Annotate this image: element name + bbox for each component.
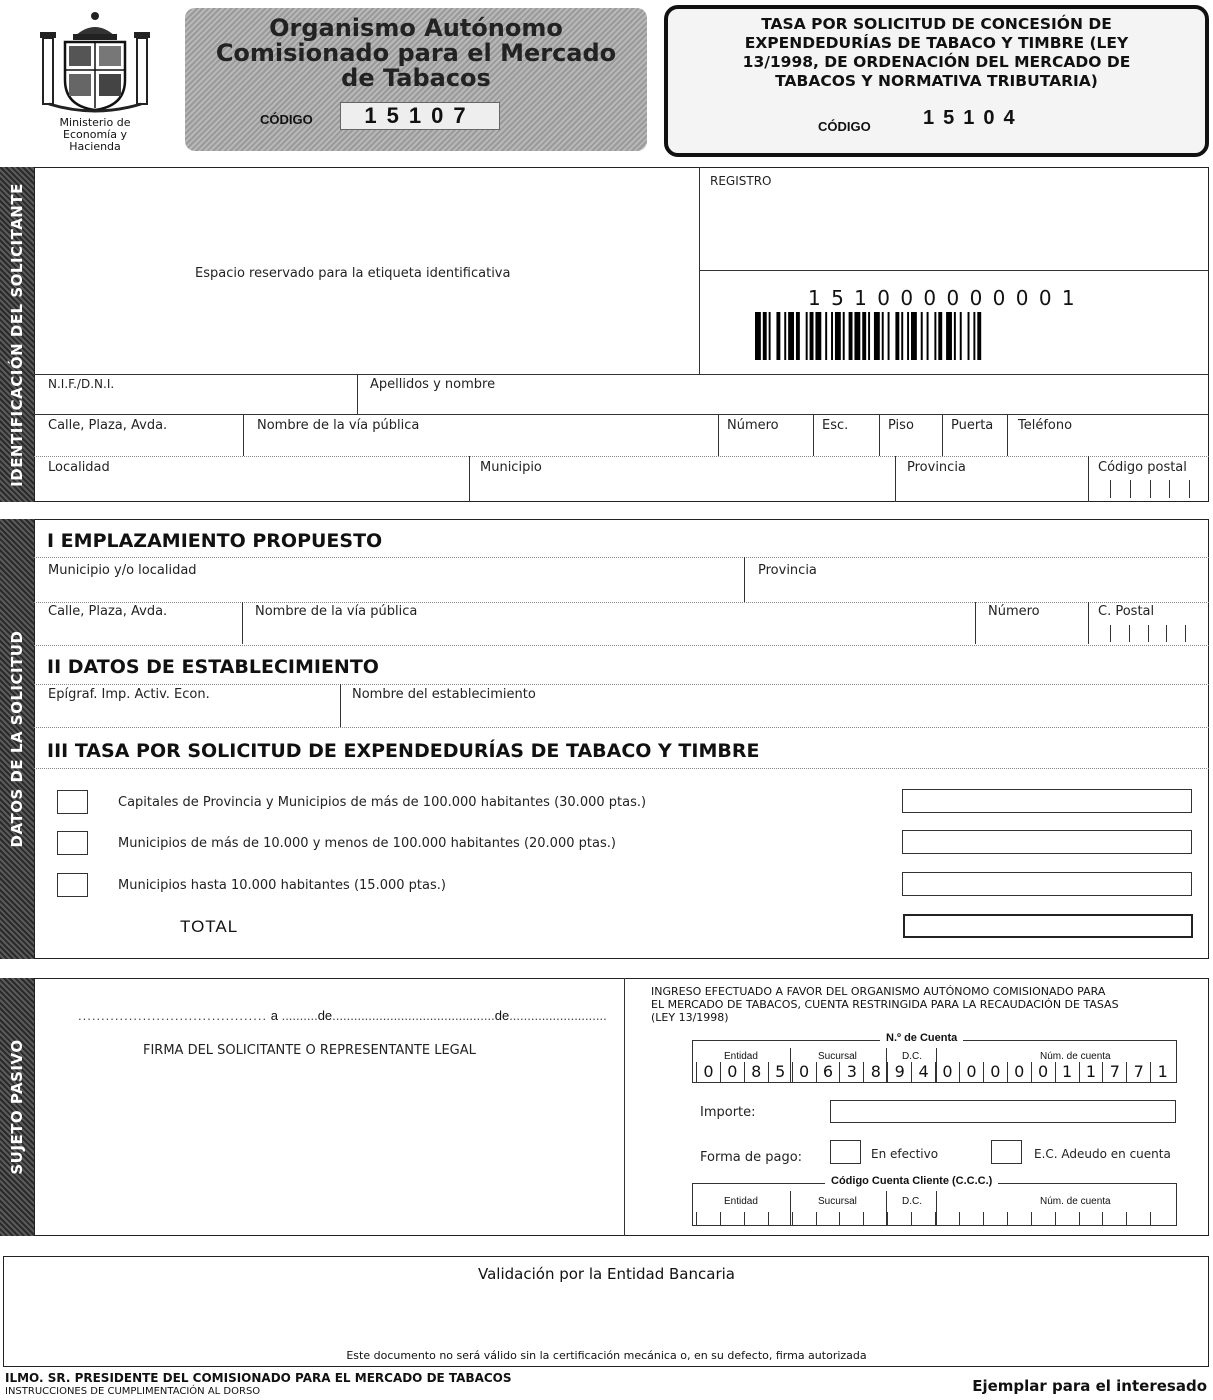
ccc-digit-cell[interactable]: [1031, 1212, 1055, 1225]
importe-label: Importe:: [700, 1105, 756, 1120]
account-digits: [696, 1062, 1174, 1082]
account-digit: 8: [863, 1062, 887, 1082]
section-title-establecimiento: II DATOS DE ESTABLECIMIENTO: [47, 656, 379, 678]
nif-label: N.I.F./D.N.I.: [48, 377, 115, 391]
option2-checkbox[interactable]: [57, 831, 88, 855]
divider: [813, 414, 814, 456]
provincia-label: Provincia: [907, 460, 966, 475]
telefono-label: Teléfono: [1018, 418, 1073, 433]
barcode-bar: [946, 312, 952, 360]
ministry-name: [40, 117, 150, 153]
barcode-bar: [843, 312, 845, 360]
barcode-bar: [968, 312, 970, 360]
ccc-digit-cell[interactable]: [1150, 1212, 1174, 1225]
validation-title: Validación por la Entidad Bancaria: [478, 1265, 735, 1283]
account-digit: 9: [887, 1062, 911, 1082]
section-title-emplazamiento: I EMPLAZAMIENTO PROPUESTO: [47, 530, 383, 552]
piso-label: Piso: [888, 418, 914, 433]
ccc-digit-cell[interactable]: [768, 1212, 792, 1225]
barcode-bar: [868, 312, 870, 360]
divider: [1088, 602, 1089, 644]
barcode-bar: [934, 312, 936, 360]
importe-field[interactable]: [830, 1100, 1176, 1123]
barcode-bar: [911, 312, 917, 360]
option1-checkbox[interactable]: [57, 790, 88, 814]
agency-code: 15107: [340, 102, 500, 130]
divider: [1088, 456, 1089, 502]
ccc-sucursal-label: Sucursal: [818, 1196, 857, 1207]
barcode-bar: [854, 312, 860, 360]
divider: [975, 602, 976, 644]
barcode-bar: [938, 312, 942, 360]
account-digit: 4: [911, 1062, 935, 1082]
account-digit: 1: [1055, 1062, 1079, 1082]
tax-title-box: [664, 5, 1209, 157]
sidebar-label: SUJETO PASIVO: [8, 1039, 26, 1175]
tax-title-line: EXPENDEDURÍAS DE TABACO Y TIMBRE (LEY: [744, 34, 1129, 52]
account-digit: 0: [959, 1062, 983, 1082]
date-de: de: [317, 1008, 333, 1023]
account-number-title: N.º de Cuenta: [880, 1032, 963, 1044]
label-space-text: Espacio reservado para la etiqueta identificativa: [195, 266, 511, 281]
barcode-bar: [825, 312, 827, 360]
divider: [242, 602, 243, 644]
divider: [357, 374, 358, 414]
barcode-bar: [921, 312, 923, 360]
account-digit: 0: [720, 1062, 744, 1082]
divider: [340, 684, 341, 727]
barcode-bar: [784, 312, 786, 360]
esc-label: Esc.: [822, 418, 849, 433]
validation-note: Este documento no será válido sin la certificación mecánica o, en su defecto, firma autorizada: [346, 1349, 867, 1362]
tax-title-line: TABACOS Y NORMATIVA TRIBUTARIA): [775, 72, 1098, 90]
cpostal-label: C. Postal: [1098, 604, 1155, 619]
ccc-digit-cell[interactable]: [887, 1212, 911, 1225]
option1-amount[interactable]: [902, 789, 1192, 813]
date-a: a: [270, 1008, 278, 1023]
divider: [718, 414, 719, 456]
section-title-tasa: III TASA POR SOLICITUD DE EXPENDEDURÍAS DE TABACO Y TIMBRE: [47, 740, 760, 762]
ccc-entidad-label: Entidad: [724, 1196, 758, 1207]
num-cuenta-label: Núm. de cuenta: [1040, 1051, 1111, 1062]
divider: [243, 414, 244, 456]
barcode-bar: [862, 312, 866, 360]
divider: [744, 557, 745, 602]
ccc-digit-cell[interactable]: [863, 1212, 887, 1225]
via-label: Nombre de la vía pública: [255, 604, 418, 619]
sidebar-sujeto: [0, 978, 34, 1236]
barcode-bar: [806, 312, 808, 360]
divider: [34, 768, 1209, 769]
option1-label: Capitales de Provincia y Municipios de más de 100.000 habitantes (30.000 ptas.): [118, 795, 647, 810]
via-label: Nombre de la vía pública: [257, 418, 420, 433]
barcode-bar: [831, 312, 833, 360]
divider: [34, 684, 1209, 685]
efectivo-checkbox[interactable]: [830, 1140, 861, 1164]
sucursal-label: Sucursal: [818, 1051, 857, 1062]
agency-box: [185, 8, 647, 151]
firma-label: FIRMA DEL SOLICITANTE O REPRESENTANTE LEGAL: [143, 1043, 476, 1058]
barcode-bar: [788, 312, 794, 360]
tax-title-line: 13/1998, DE ORDENACIÓN DEL MERCADO DE: [742, 53, 1131, 71]
instructions-note: INSTRUCCIONES DE CUMPLIMENTACIÓN AL DORSO: [5, 1386, 261, 1397]
ccc-digit-cell[interactable]: [1007, 1212, 1031, 1225]
numero-label: Número: [988, 604, 1040, 619]
barcode-bar: [973, 312, 975, 360]
divider: [34, 557, 1209, 558]
tax-title: [668, 15, 1205, 91]
tax-code: 15104: [923, 107, 1024, 129]
codigo-postal-label: Código postal: [1098, 460, 1187, 475]
ccc-digit-cell[interactable]: [839, 1212, 863, 1225]
efectivo-label: En efectivo: [871, 1147, 939, 1161]
ministry-line: Ministerio de: [59, 116, 131, 129]
ccc-digit-cell[interactable]: [696, 1212, 720, 1225]
barcode-bar: [977, 312, 981, 360]
account-digit: 0: [696, 1062, 720, 1082]
divider: [34, 727, 1209, 728]
barcode-bar: [763, 312, 767, 360]
sidebar-solicitud: [0, 519, 34, 959]
account-digit: 0: [1007, 1062, 1031, 1082]
divider: [34, 414, 1209, 415]
barcode-bar: [954, 312, 956, 360]
barcode-bar: [927, 312, 929, 360]
account-digit: 5: [768, 1062, 792, 1082]
date-de: de: [494, 1008, 510, 1023]
total-amount[interactable]: [903, 914, 1193, 938]
divider: [469, 456, 470, 502]
sidebar-label: IDENTIFICACIÓN DEL SOLICITANTE: [8, 182, 26, 487]
ingreso-text: [651, 985, 1119, 1024]
divider: [34, 602, 1209, 603]
option2-label: Municipios de más de 10.000 y menos de 100.000 habitantes (20.000 ptas.): [118, 836, 616, 851]
ccc-digit-cell[interactable]: [935, 1212, 959, 1225]
ingreso-line: (LEY 13/1998): [651, 1011, 729, 1024]
ccc-title: Código Cuenta Cliente (C.C.C.): [825, 1175, 998, 1187]
adeudo-label: E.C. Adeudo en cuenta: [1034, 1147, 1171, 1161]
ccc-digit-cell[interactable]: [720, 1212, 744, 1225]
divider: [1007, 414, 1008, 456]
agency-line: de Tabacos: [341, 64, 491, 92]
ccc-digit-cell[interactable]: [816, 1212, 840, 1225]
agency-line: Comisionado para el Mercado: [215, 39, 617, 67]
date-line[interactable]: ......................................... a ..........de.............................................de...........................: [78, 1008, 607, 1023]
barcode-bar: [895, 312, 899, 360]
ccc-digit-cell[interactable]: [983, 1212, 1007, 1225]
adeudo-checkbox[interactable]: [991, 1140, 1022, 1164]
ccc-digit-cell[interactable]: [1055, 1212, 1079, 1225]
calle-label: Calle, Plaza, Avda.: [48, 604, 168, 619]
account-digit: 8: [744, 1062, 768, 1082]
option3-label: Municipios hasta 10.000 habitantes (15.000 ptas.): [118, 878, 446, 893]
ccc-digit-cell[interactable]: [744, 1212, 768, 1225]
numero-label: Número: [727, 418, 779, 433]
postal-code-field[interactable]: [1110, 480, 1190, 498]
divider: [699, 270, 1209, 271]
ccc-num-cuenta-label: Núm. de cuenta: [1040, 1196, 1111, 1207]
municipio-label: Municipio: [480, 460, 542, 475]
barcode-icon: [755, 312, 1155, 360]
localidad-label: Localidad: [48, 460, 110, 475]
agency-line: Organismo Autónomo: [269, 14, 563, 42]
barcode-bar: [960, 312, 962, 360]
ministry-line: Economía y: [63, 128, 127, 141]
account-digit: 7: [1102, 1062, 1126, 1082]
barcode-bar: [796, 312, 800, 360]
agency-name: [185, 16, 647, 91]
ccc-digit-cell[interactable]: [959, 1212, 983, 1225]
divider: [895, 456, 896, 502]
barcode-bar: [888, 312, 890, 360]
tax-title-line: TASA POR SOLICITUD DE CONCESIÓN DE: [761, 15, 1112, 33]
barcode-bar: [874, 312, 880, 360]
barcode-bar: [835, 312, 841, 360]
forma-pago-label: Forma de pago:: [700, 1150, 803, 1165]
ingreso-line: EL MERCADO DE TABACOS, CUENTA RESTRINGIDA PARA LA RECAUDACIÓN DE TASAS: [651, 998, 1119, 1011]
divider: [34, 456, 1209, 457]
municipio-localidad-label: Municipio y/o localidad: [48, 563, 197, 578]
coat-of-arms-icon: [35, 8, 155, 116]
divider: [624, 978, 625, 1236]
entidad-label: Entidad: [724, 1051, 758, 1062]
cpostal-field[interactable]: [1110, 625, 1186, 642]
account-digit: 0: [935, 1062, 959, 1082]
barcode-bar: [907, 312, 909, 360]
puerta-label: Puerta: [951, 418, 994, 433]
ccc-digit-fields[interactable]: [696, 1212, 1174, 1225]
barcode-bar: [815, 312, 821, 360]
account-digit: 3: [839, 1062, 863, 1082]
ministry-line: Hacienda: [69, 140, 121, 153]
barcode-bar: [755, 312, 761, 360]
ccc-digit-cell[interactable]: [1102, 1212, 1126, 1225]
agency-code-label: CÓDIGO: [260, 112, 313, 127]
nombre-establecimiento-label: Nombre del establecimiento: [352, 687, 536, 702]
barcode-bar: [810, 312, 814, 360]
option3-amount[interactable]: [902, 872, 1192, 896]
account-digit: 7: [1126, 1062, 1150, 1082]
sidebar-label: DATOS DE LA SOLICITUD: [8, 630, 26, 848]
ccc-digit-cell[interactable]: [792, 1212, 816, 1225]
provincia-label: Provincia: [758, 563, 817, 578]
option2-amount[interactable]: [902, 830, 1192, 854]
account-digit: 0: [983, 1062, 1007, 1082]
epigrafe-label: Epígraf. Imp. Activ. Econ.: [48, 687, 210, 702]
total-label: TOTAL: [180, 917, 239, 936]
ingreso-line: INGRESO EFECTUADO A FAVOR DEL ORGANISMO AUTÓNOMO COMISIONADO PARA: [651, 985, 1106, 998]
account-digit: 1: [1150, 1062, 1174, 1082]
divider: [879, 414, 880, 456]
barcode-bar: [849, 312, 853, 360]
ccc-dc-label: D.C.: [902, 1196, 922, 1207]
addressee: ILMO. SR. PRESIDENTE DEL COMISIONADO PARA EL MERCADO DE TABACOS: [5, 1371, 512, 1385]
barcode-bar: [882, 312, 884, 360]
dc-label: D.C.: [902, 1051, 922, 1062]
ccc-digit-cell[interactable]: [911, 1212, 935, 1225]
divider: [34, 645, 1209, 646]
apellidos-label: Apellidos y nombre: [370, 377, 496, 392]
barcode-bar: [901, 312, 903, 360]
calle-label: Calle, Plaza, Avda.: [48, 418, 168, 433]
ccc-digit-cell[interactable]: [1079, 1212, 1103, 1225]
barcode-number: 1 5 1 0 0 0 0 0 0 0 0 1: [808, 286, 1077, 310]
barcode-bar: [776, 312, 780, 360]
account-digit: 0: [1031, 1062, 1055, 1082]
barcode-bar: [769, 312, 771, 360]
ccc-digit-cell[interactable]: [1126, 1212, 1150, 1225]
registro-label: REGISTRO: [710, 174, 772, 188]
account-digit: 1: [1079, 1062, 1103, 1082]
divider: [942, 414, 943, 456]
account-digit: 6: [816, 1062, 840, 1082]
tax-code-label: CÓDIGO: [818, 119, 871, 134]
divider: [34, 374, 1209, 375]
sidebar-identificacion: [0, 167, 34, 502]
option3-checkbox[interactable]: [57, 873, 88, 897]
copy-label: Ejemplar para el interesado: [972, 1377, 1207, 1395]
account-digit: 0: [792, 1062, 816, 1082]
